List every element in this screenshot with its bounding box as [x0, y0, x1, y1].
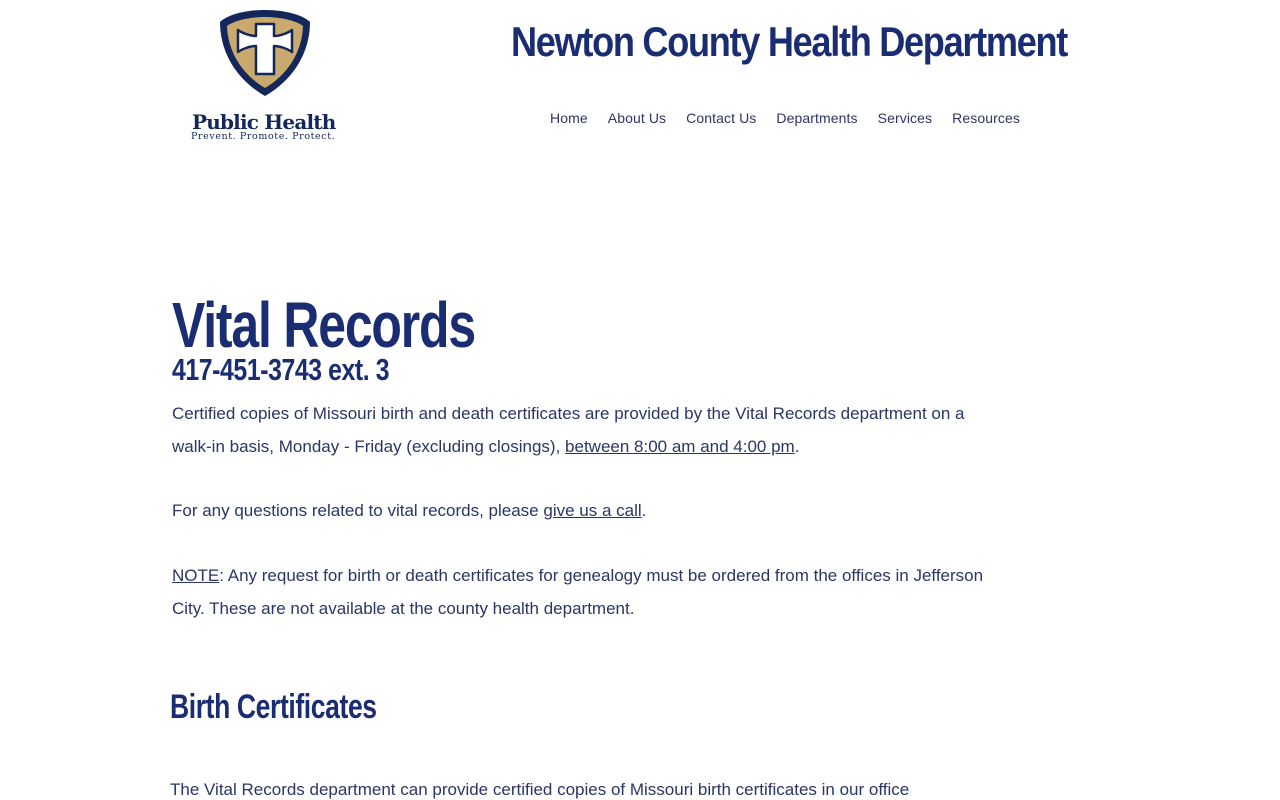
nav-services[interactable]: Services	[877, 110, 933, 126]
public-health-logo[interactable]	[188, 6, 342, 140]
note-text: : Any request for birth or death certificates for genealogy must be ordered from the offices in Jefferson City. These are not available at the county health department.	[172, 566, 984, 618]
birth-certificates-heading: Birth Certificates	[170, 688, 377, 726]
intro-paragraph	[172, 397, 992, 463]
page-title: Vital Records	[172, 289, 475, 361]
main-nav	[540, 110, 1030, 126]
intro-end: .	[794, 437, 800, 456]
give-us-a-call-link[interactable]: give us a call	[543, 501, 642, 520]
phone-number: 417-451-3743 ext. 3	[172, 352, 390, 387]
nav-contact-us[interactable]: Contact Us	[686, 110, 757, 126]
logo-tagline: Prevent. Promote. Protect.	[191, 131, 336, 142]
shield-cross-icon	[218, 8, 312, 98]
logo-wordmark: Public Health	[192, 110, 336, 134]
hours-link[interactable]: between 8:00 am and 4:00 pm	[565, 437, 795, 456]
nav-about-us[interactable]: About Us	[607, 110, 667, 126]
note-paragraph	[172, 559, 992, 625]
nav-home[interactable]: Home	[550, 110, 588, 126]
questions-paragraph	[172, 494, 992, 527]
questions-end: .	[641, 501, 647, 520]
questions-text: For any questions related to vital records, please	[172, 501, 544, 520]
site-title: Newton County Health Department	[511, 18, 1068, 65]
intro-text: Certified copies of Missouri birth and death certificates are provided by the Vital Records department on a walk-in basis, Monday - Friday (excluding closings),	[172, 404, 965, 456]
birth-certificates-paragraph: The Vital Records department can provide certified copies of Missouri birth certificates in our office	[170, 780, 910, 799]
nav-departments[interactable]: Departments	[776, 110, 858, 126]
nav-resources[interactable]: Resources	[952, 110, 1020, 126]
note-link[interactable]: NOTE	[172, 566, 220, 585]
